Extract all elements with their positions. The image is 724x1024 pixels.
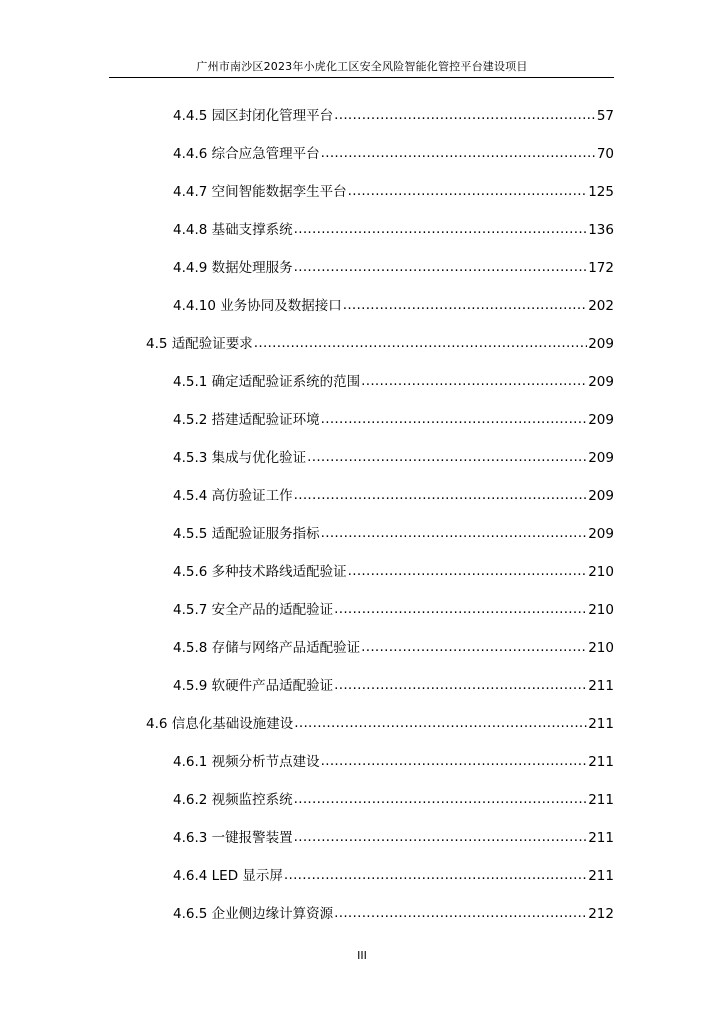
toc-entry-page: 210	[588, 640, 614, 656]
toc-entry-title: 4.6.1 视频分析节点建设	[173, 754, 320, 770]
toc-entry-page: 211	[588, 754, 614, 770]
toc-entry[interactable]	[173, 180, 614, 200]
toc-entry-title: 4.4.8 基础支撑系统	[173, 222, 293, 238]
toc-dot-leader	[284, 867, 587, 883]
toc-dot-leader	[307, 449, 587, 465]
toc-entry-page: 211	[588, 830, 614, 846]
toc-entry[interactable]	[173, 826, 614, 846]
toc-dot-leader	[334, 905, 587, 921]
page-number: III	[357, 949, 367, 962]
toc-entry[interactable]	[173, 674, 614, 694]
header-title: 广州市南沙区2023年小虎化工区安全风险智能化管控平台建设项目	[196, 60, 528, 73]
toc-dot-leader	[321, 145, 596, 161]
toc-entry[interactable]	[173, 484, 614, 504]
toc-entry-title: 4.4.10 业务协同及数据接口	[173, 298, 342, 314]
toc-entry[interactable]	[173, 294, 614, 314]
toc-entry[interactable]	[173, 218, 614, 238]
toc-dot-leader	[334, 107, 596, 123]
toc-dot-leader	[321, 753, 588, 769]
toc-entry-page: 209	[588, 526, 614, 542]
toc-entry-page: 172	[588, 260, 614, 276]
toc-entry[interactable]	[173, 598, 614, 618]
toc-entry[interactable]	[173, 864, 614, 884]
toc-entry-page: 210	[588, 602, 614, 618]
toc-dot-leader	[348, 563, 588, 579]
toc-dot-leader	[294, 829, 588, 845]
toc-entry-page: 211	[588, 868, 614, 884]
toc-entry-page: 209	[588, 374, 614, 390]
toc-dot-leader	[348, 183, 588, 199]
toc-entry-title: 4.4.7 空间智能数据孪生平台	[173, 184, 347, 200]
toc-entry-title: 4.6.2 视频监控系统	[173, 792, 293, 808]
toc-entry-title: 4.6.4 LED 显示屏	[173, 868, 283, 884]
toc-entry-title: 4.6.5 企业侧边缘计算资源	[173, 906, 334, 922]
toc-dot-leader	[294, 715, 587, 731]
toc-dot-leader	[343, 297, 587, 313]
toc-entry[interactable]	[173, 142, 614, 162]
toc-entry-title: 4.6.3 一键报警装置	[173, 830, 293, 846]
toc-entry-title: 4.5.1 确定适配验证系统的范围	[173, 374, 361, 390]
toc-dot-leader	[361, 639, 587, 655]
toc-entry-title: 4.5.9 软硬件产品适配验证	[173, 678, 334, 694]
toc-entry-title: 4.6 信息化基础设施建设	[146, 716, 294, 732]
toc-dot-leader	[361, 373, 587, 389]
toc-dot-leader	[334, 677, 587, 693]
toc-entry-page: 211	[588, 792, 614, 808]
toc-entry[interactable]	[173, 636, 614, 656]
toc-entry-page: 136	[588, 222, 614, 238]
header-divider	[109, 77, 614, 78]
toc-dot-leader	[334, 601, 587, 617]
toc-entry-page: 210	[588, 564, 614, 580]
toc-dot-leader	[294, 487, 588, 503]
toc-entry[interactable]	[173, 370, 614, 390]
toc-dot-leader	[294, 221, 588, 237]
toc-entry-title: 4.5.6 多种技术路线适配验证	[173, 564, 347, 580]
toc-dot-leader	[254, 335, 587, 351]
toc-entry-title: 4.5.3 集成与优化验证	[173, 450, 307, 466]
toc-entry-page: 209	[588, 488, 614, 504]
toc-entry[interactable]	[146, 332, 614, 352]
toc-entry[interactable]	[173, 256, 614, 276]
toc-entry-page: 212	[588, 906, 614, 922]
toc-entry-page: 209	[588, 450, 614, 466]
toc-entry-title: 4.4.9 数据处理服务	[173, 260, 293, 276]
toc-entry-title: 4.5.8 存储与网络产品适配验证	[173, 640, 361, 656]
toc-dot-leader	[294, 791, 588, 807]
toc-entry[interactable]	[173, 560, 614, 580]
toc-entry[interactable]	[146, 712, 614, 732]
toc-dot-leader	[294, 259, 588, 275]
toc-entry[interactable]	[173, 522, 614, 542]
toc-entry-page: 211	[588, 716, 614, 732]
toc-entry-page: 211	[588, 678, 614, 694]
toc-entry-page: 57	[596, 108, 614, 124]
toc-dot-leader	[321, 411, 588, 427]
toc-entry-page: 202	[588, 298, 614, 314]
toc-entry[interactable]	[173, 902, 614, 922]
toc-entry[interactable]	[173, 788, 614, 808]
toc-entry-title: 4.4.6 综合应急管理平台	[173, 146, 320, 162]
toc-entry[interactable]	[173, 104, 614, 124]
toc-entry[interactable]	[173, 750, 614, 770]
toc-entry[interactable]	[173, 446, 614, 466]
toc-entry-title: 4.5.5 适配验证服务指标	[173, 526, 320, 542]
toc-entry-page: 209	[588, 336, 614, 352]
toc-entry[interactable]	[173, 408, 614, 428]
toc-entry-page: 125	[588, 184, 614, 200]
toc-entry-page: 209	[588, 412, 614, 428]
toc-entry-page: 70	[596, 146, 614, 162]
toc-entry-title: 4.4.5 园区封闭化管理平台	[173, 108, 334, 124]
toc-entry-title: 4.5.4 高仿验证工作	[173, 488, 293, 504]
toc-dot-leader	[321, 525, 588, 541]
toc-entry-title: 4.5.7 安全产品的适配验证	[173, 602, 334, 618]
toc-entry-title: 4.5.2 搭建适配验证环境	[173, 412, 320, 428]
toc-entry-title: 4.5 适配验证要求	[146, 336, 253, 352]
